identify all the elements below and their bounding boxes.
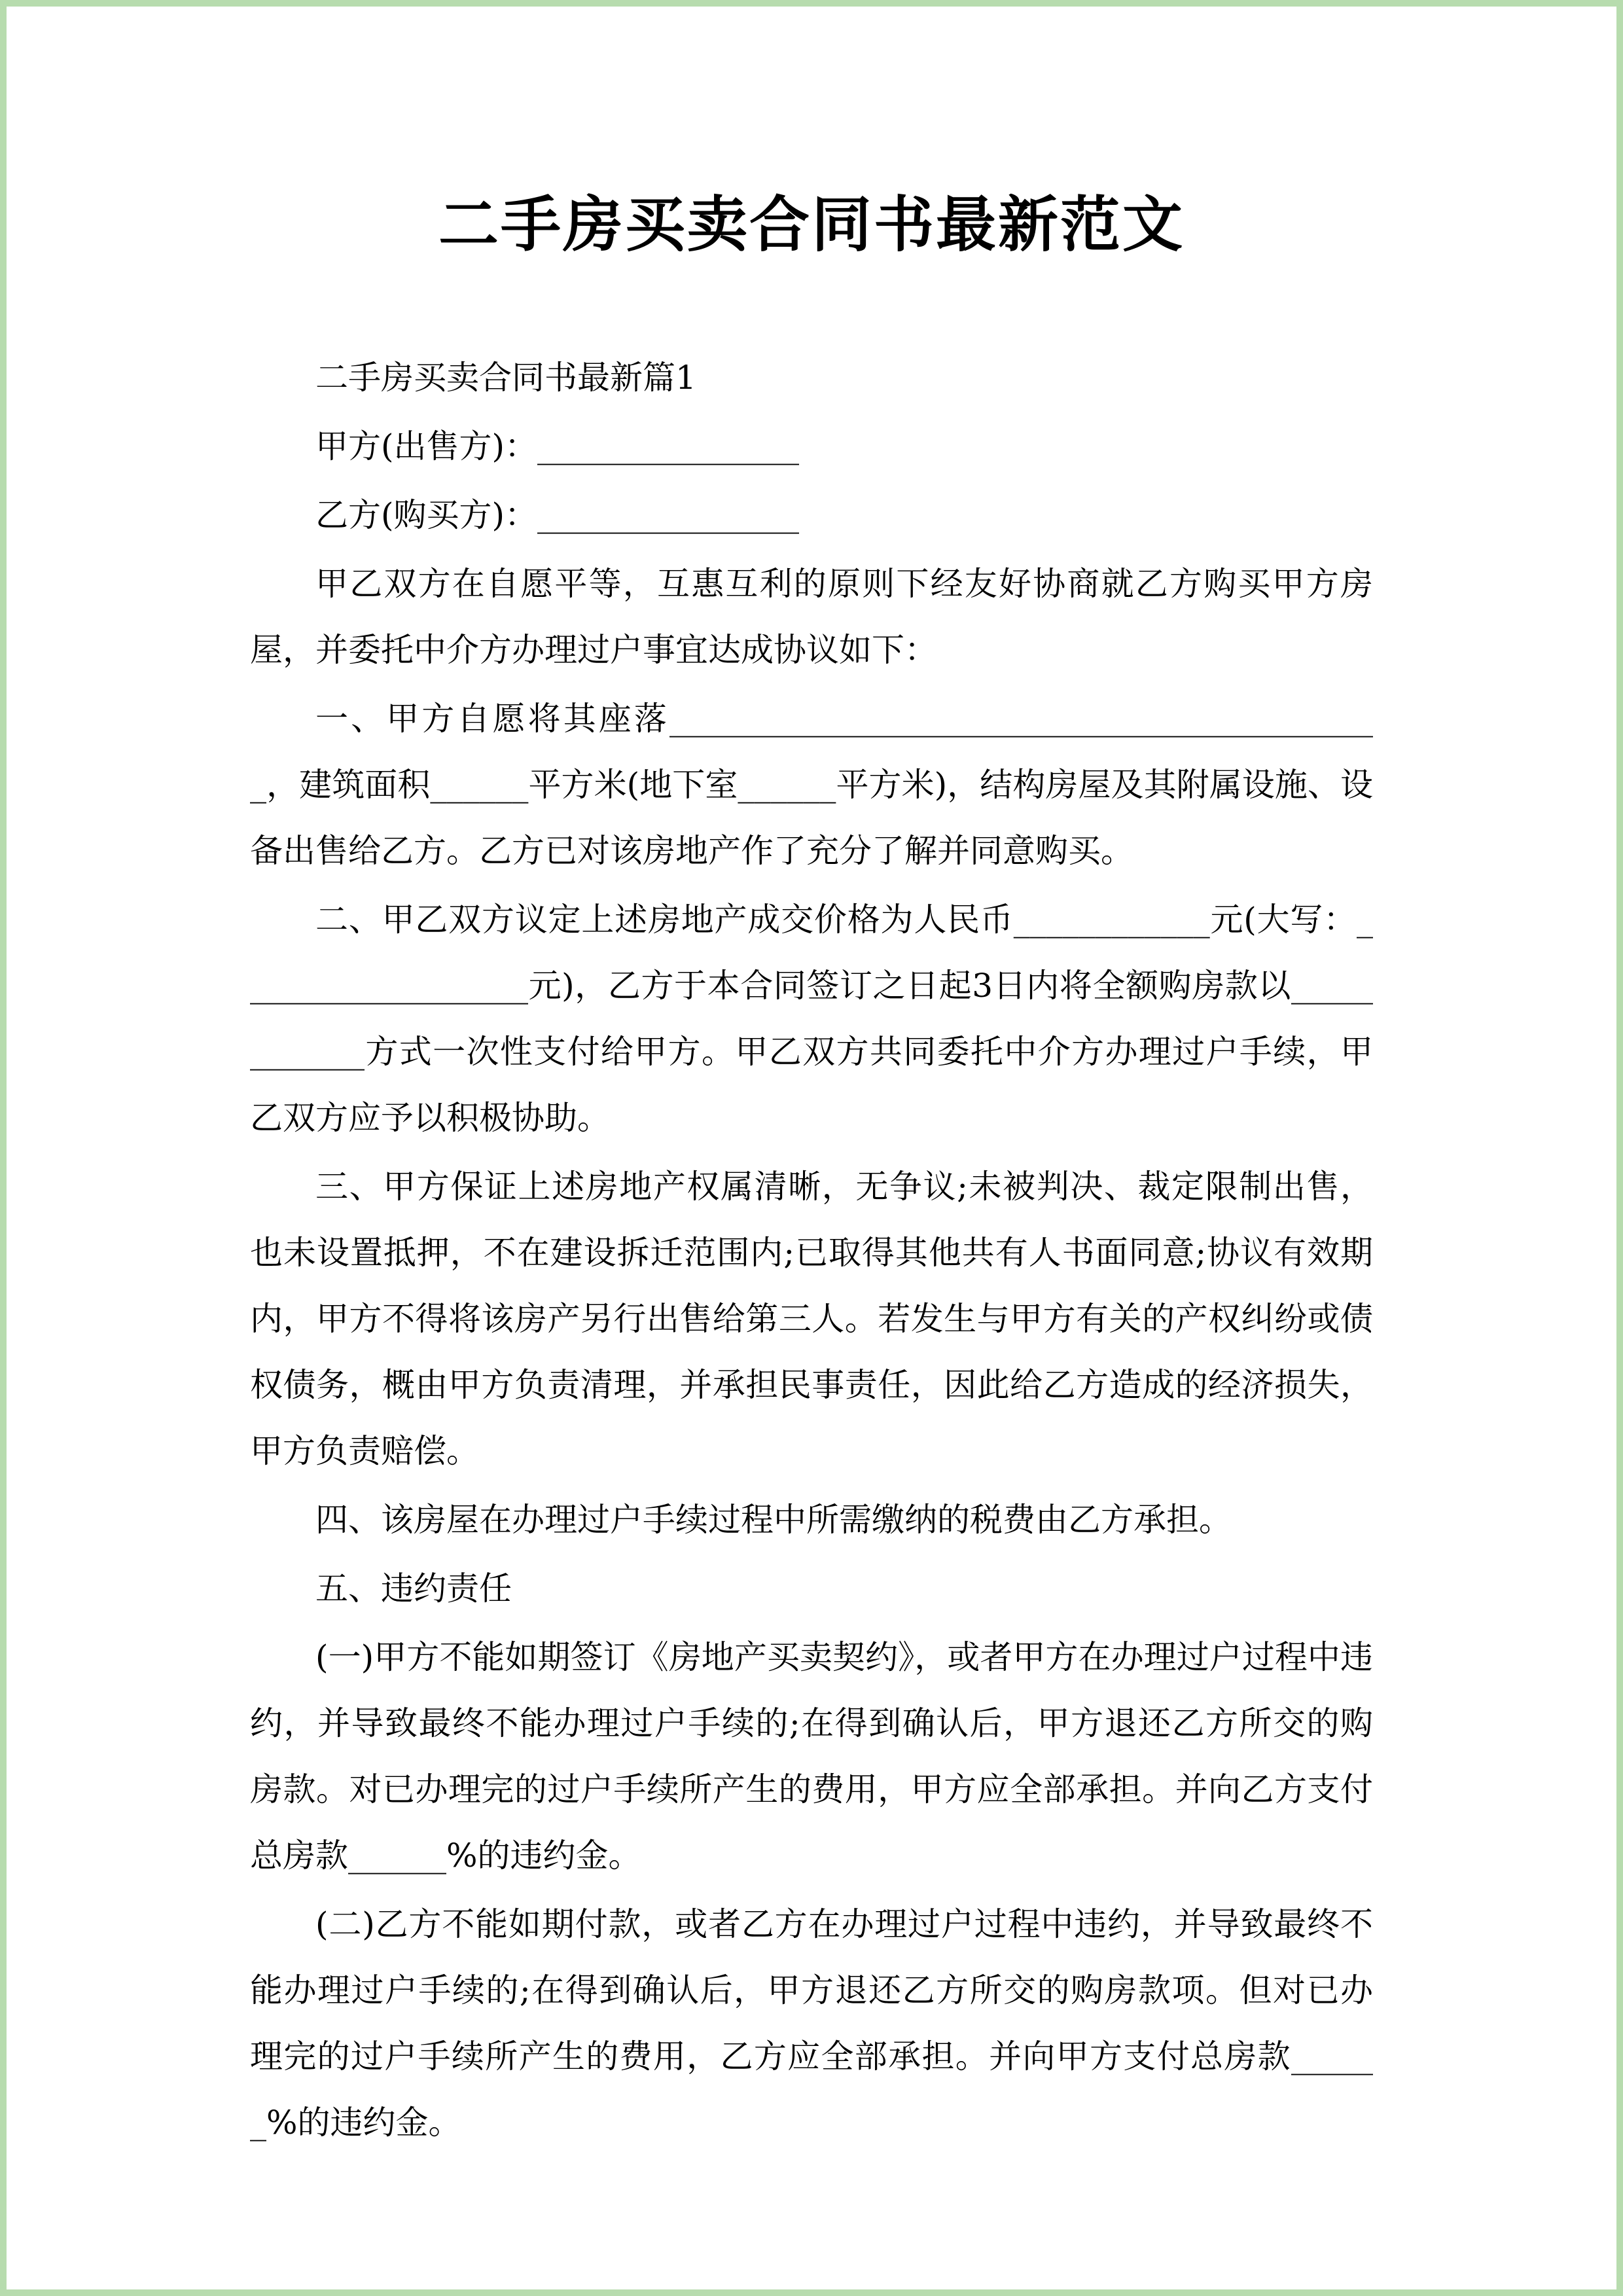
paragraph: 三、甲方保证上述房地产权属清晰，无争议;未被判决、裁定限制出售，也未设置抵押，不在建设拆迁范围内;已取得其他共有人书面同意;协议有效期内，甲方不得将该房产另行出售给第三人。若发生与甲方有关的产权纠纷或债权债务，概由甲方负责清理，并承担民事责任，因此给乙方造成的经济损失，甲方负责赔偿。 bbox=[250, 1168, 1373, 1470]
paragraph: 甲方(出售方)：________________ bbox=[315, 427, 800, 465]
paragraph: 甲乙双方在自愿平等，互惠互利的原则下经友好协商就乙方购买甲方房屋，并委托中介方办理过户事宜达成协议如下： bbox=[250, 565, 1373, 669]
paragraph: 乙方(购买方)：________________ bbox=[315, 496, 800, 534]
paragraph: 二、甲乙双方议定上述房地产成交价格为人民币____________元(大写：__________________元)，乙方于本合同签订之日起3日内将全额购房款以____________方式一次性支付给甲方。甲乙双方共同委托中介方办理过户手续，甲乙双方应予以积极协助。 bbox=[250, 901, 1373, 1137]
paragraph: 四、该房屋在办理过户手续过程中所需缴纳的税费由乙方承担。 bbox=[315, 1501, 1232, 1539]
paragraph: 一、甲方自愿将其座落____________________________________________，建筑面积______平方米(地下室______平方米)，结构房屋及其附属设施、设备出售给乙方。乙方已对该房地产作了充分了解并同意购买。 bbox=[250, 700, 1373, 870]
paragraph: 二手房买卖合同书最新篇1 bbox=[315, 359, 696, 397]
document-body bbox=[250, 345, 1373, 2156]
paragraph: (一)甲方不能如期签订《房地产买卖契约》，或者甲方在办理过户过程中违约，并导致最终不能办理过户手续的;在得到确认后，甲方退还乙方所交的购房款。对已办理完的过户手续所产生的费用，甲方应全部承担。并向乙方支付总房款______%的违约金。 bbox=[250, 1638, 1373, 1874]
paragraph: (二)乙方不能如期付款，或者乙方在办理过户过程中违约，并导致最终不能办理过户手续的;在得到确认后，甲方退还乙方所交的购房款项。但对已办理完的过户手续所产生的费用，乙方应全部承担。并向甲方支付总房款______%的违约金。 bbox=[250, 1905, 1373, 2142]
document-title: 二手房买卖合同书最新范文 bbox=[438, 190, 1185, 260]
paragraph: 五、违约责任 bbox=[315, 1570, 512, 1607]
